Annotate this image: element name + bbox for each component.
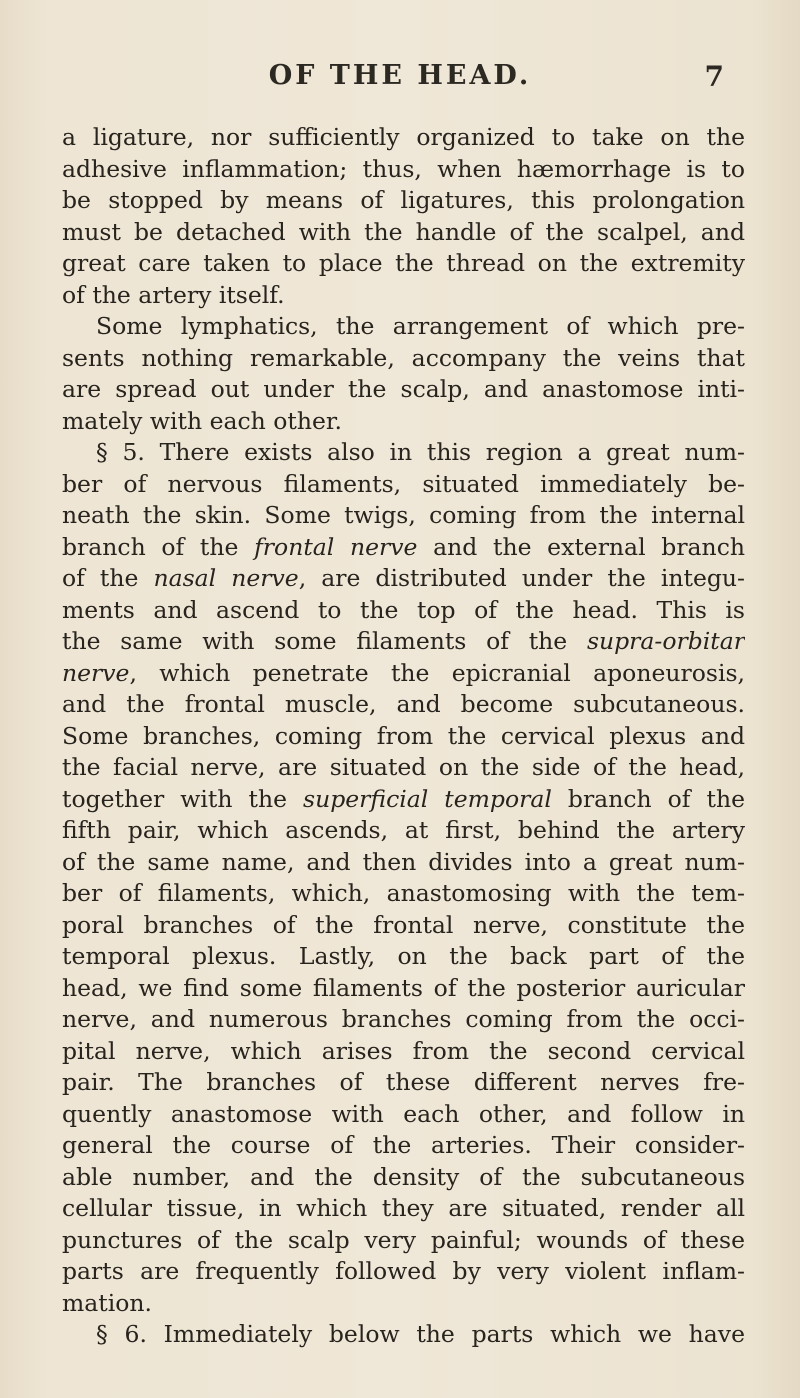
text-run: , are distributed under the integu- [298,564,745,592]
text-line: parts are frequently followed by very violent inflam- [62,1257,745,1285]
text-line [62,784,745,816]
section-5-heading-line: § 5. There exists also in this region a great num- [96,438,745,466]
text-line: ber of nervous filaments, situated immediately be- [62,469,745,498]
text-run: the same with some filaments of the [62,627,587,655]
section-6-heading-line: § 6. Immediately below the parts which we have [96,1320,745,1348]
text-line: punctures of the scalp very painful; wounds of these [62,1225,745,1254]
text-line: of the artery itself. [62,280,285,309]
italic-term: frontal nerve [254,532,418,561]
text-line: the facial nerve, are situated on the side of the head, [62,753,745,781]
text-line: nerve, and numerous branches coming from the occi- [62,1005,745,1033]
text-line: mately with each other. [62,406,343,435]
text-line: are spread out under the scalp, and anastomose inti- [62,375,745,403]
text-line: ber of filaments, which, anastomosing with the tem- [62,879,745,907]
text-line: must be detached with the handle of the scalpel, and [62,217,745,246]
text-line: poral branches of the frontal nerve, constitute the [62,910,745,939]
text-line: fifth pair, which ascends, at first, behind the artery [62,816,745,844]
text-run: and the external branch [417,532,745,561]
text-run: together with the [62,784,304,813]
text-run: of the [62,564,154,592]
italic-term: nerve [62,658,130,687]
text-run: branch of the [62,532,255,561]
text-line: and the frontal muscle, and become subcutaneous. [62,690,745,718]
text-line: neath the skin. Some twigs, coming from the internal [62,501,745,529]
page-header [0,60,800,100]
text-line: quently anastomose with each other, and follow in [62,1099,745,1128]
text-run: , which penetrate the epicranial aponeurosis, [129,658,745,687]
text-line: mation. [62,1288,153,1317]
text-line: able number, and the density of the subcutaneous [62,1162,745,1191]
text-line: temporal plexus. Lastly, on the back part of the [62,942,745,970]
text-line: general the course of the arteries. Their consider- [62,1131,745,1159]
italic-term: nasal nerve [153,564,299,592]
text-line: ments and ascend to the top of the head. This is [62,595,745,624]
text-line: Some branches, coming from the cervical plexus and [62,721,745,750]
text-run: branch of the [551,784,745,813]
text-line: great care taken to place the thread on the extremity [62,249,745,277]
text-line: cellular tissue, in which they are situated, render all [62,1194,745,1222]
text-line: pair. The branches of these different nerves fre- [62,1068,745,1096]
text-line: a ligature, nor sufficiently organized to take on the [62,123,745,151]
text-line: be stopped by means of ligatures, this prolongation [62,186,745,214]
italic-term: superficial temporal [303,784,552,813]
text-line [62,532,745,564]
text-line [62,563,745,595]
text-line: Some lymphatics, the arrangement of which pre- [96,312,745,340]
page-number: 7 [704,60,724,93]
body-text [62,122,745,1351]
text-line: adhesive inflammation; thus, when hæmorrhage is to [62,154,745,183]
text-line: sents nothing remarkable, accompany the veins that [62,343,745,372]
text-line [62,626,745,658]
italic-term: supra-orbitar [586,627,745,655]
text-line: head, we find some filaments of the posterior auricular [62,973,745,1002]
running-head: OF THE HEAD. [268,60,532,91]
text-line: of the same name, and then divides into a great num- [62,847,745,876]
text-line [62,658,745,690]
text-line: pital nerve, which arises from the second cervical [62,1036,745,1065]
